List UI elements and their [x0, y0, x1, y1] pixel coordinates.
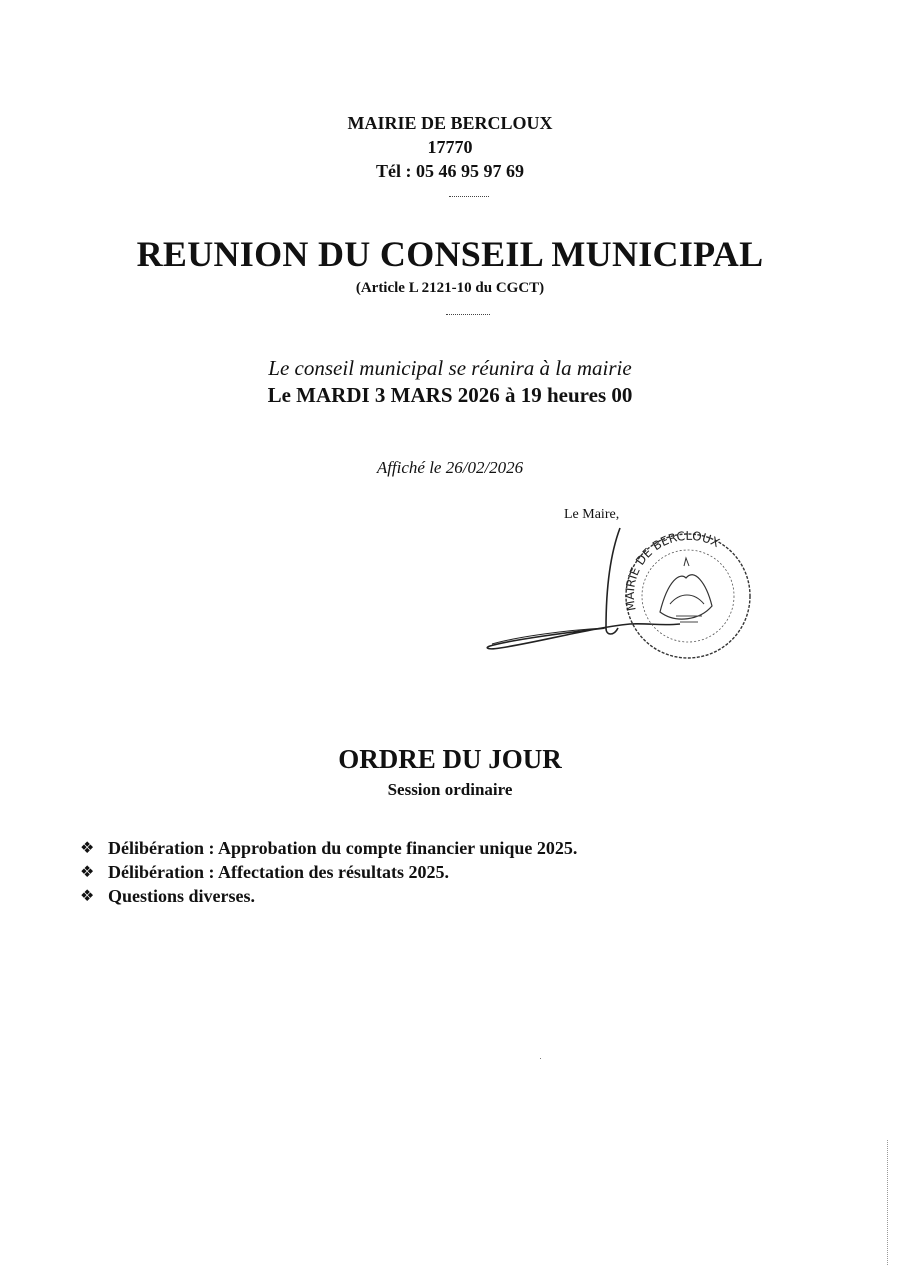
signature-and-seal — [480, 520, 770, 670]
meeting-date-time: Le MARDI 3 MARS 2026 à 19 heures 00 — [267, 383, 633, 407]
diamond-bullet-icon: ❖ — [80, 838, 95, 857]
diamond-bullet-icon: ❖ — [80, 886, 95, 905]
agenda-item-text: Délibération : Approbation du compte financier unique 2025. — [108, 838, 578, 858]
municipal-seal — [623, 529, 750, 658]
mayor-label: Le Maire, — [564, 507, 620, 522]
agenda-item — [80, 836, 577, 860]
title-divider — [446, 314, 490, 315]
agenda-item — [80, 884, 577, 908]
agenda-item — [80, 860, 577, 884]
header-divider — [449, 196, 489, 197]
signature-stroke — [606, 528, 620, 634]
phone: Tél : 05 46 95 97 69 — [376, 161, 524, 181]
mairie-name: MAIRIE DE BERCLOUX — [347, 113, 553, 133]
scan-edge-artifact — [887, 1140, 888, 1265]
posted-date: Affiché le 26/02/2026 — [376, 458, 524, 477]
agenda-item-text: Questions diverses. — [108, 886, 256, 906]
seal-text: MAIRIE DE BERCLOUX — [622, 528, 722, 613]
agenda-subheading: Session ordinaire — [387, 780, 513, 799]
agenda-heading: ORDRE DU JOUR — [338, 744, 562, 774]
meeting-intro: Le conseil municipal se réunira à la mairie — [268, 356, 632, 380]
article-reference: (Article L 2121-10 du CGCT) — [355, 280, 545, 296]
postcode: 17770 — [427, 137, 473, 157]
diamond-bullet-icon: ❖ — [80, 862, 95, 881]
agenda-item-text: Délibération : Affectation des résultats 2025. — [108, 862, 449, 882]
page-title: REUNION DU CONSEIL MUNICIPAL — [136, 234, 764, 274]
agenda-list — [80, 836, 577, 908]
scan-speck — [540, 1058, 541, 1059]
svg-text:MAIRIE DE BERCLOUX — [623, 529, 722, 612]
